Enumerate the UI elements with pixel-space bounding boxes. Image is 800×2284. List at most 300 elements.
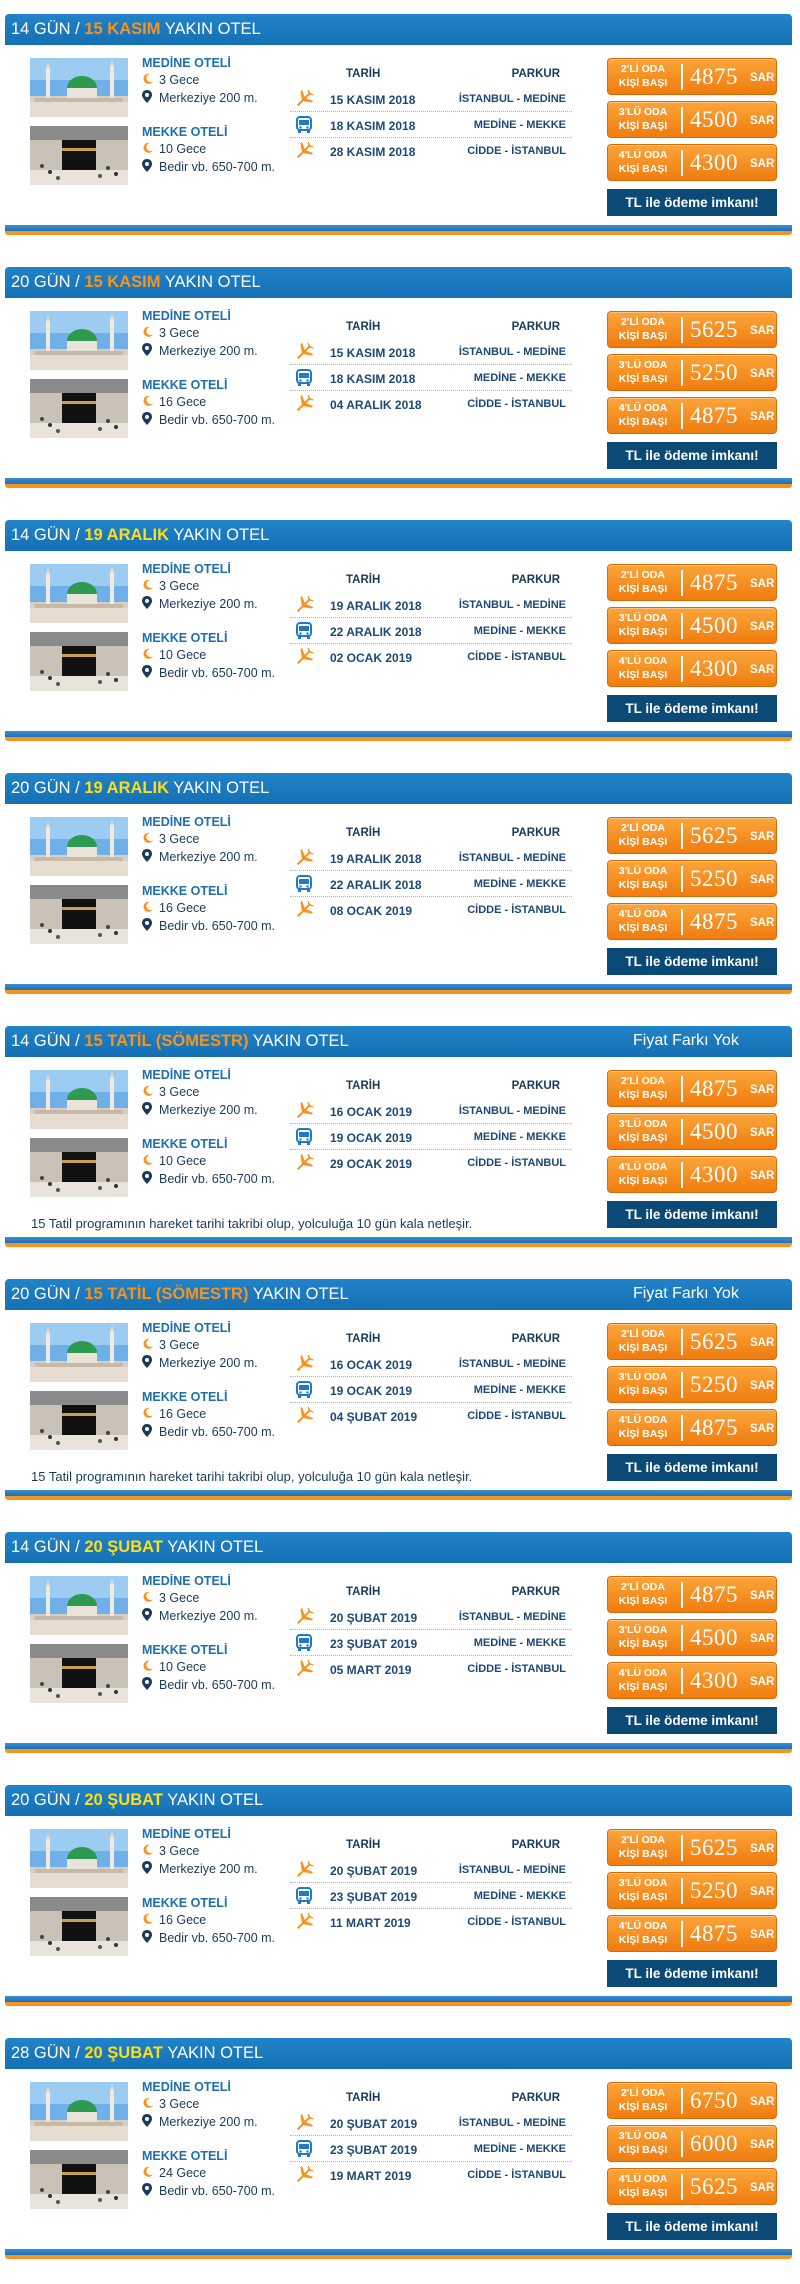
room-type-label xyxy=(612,1074,674,1102)
per-person-label: KİŞİ BAŞI xyxy=(618,1934,668,1946)
per-person-label: KİŞİ BAŞI xyxy=(618,330,668,342)
mekke-distance: Bedir vb. 650-700 m. xyxy=(159,1678,276,1692)
moon-icon xyxy=(142,1338,156,1353)
tl-payment-button[interactable]: TL ile ödeme imkanı! xyxy=(607,1960,777,1987)
price-difference-note: Fiyat Farkı Yok xyxy=(633,1032,739,1049)
mekke-nights: 16 Gece xyxy=(159,1913,207,1927)
package-header xyxy=(5,14,792,45)
price-divider xyxy=(681,360,683,386)
route-name: MEDİNE - MEKKE xyxy=(473,1131,566,1143)
room-type: 4'LÜ ODA xyxy=(618,149,668,161)
route-name: MEDİNE - MEKKE xyxy=(473,1890,566,1902)
price-list xyxy=(607,311,777,440)
moon-icon xyxy=(142,1660,156,1675)
mekke-nights: 10 Gece xyxy=(159,142,207,156)
medine-hotel-name: MEDİNE OTELİ xyxy=(142,815,231,829)
price-divider xyxy=(681,2088,683,2114)
package-card xyxy=(0,1522,800,1775)
mekke-hotel-name: MEKKE OTELİ xyxy=(142,1896,228,1910)
price-currency: SAR xyxy=(750,1633,775,1645)
route-date: 19 OCAK 2019 xyxy=(330,1384,413,1398)
medine-hotel-image xyxy=(30,58,128,117)
route-row xyxy=(290,1909,572,1935)
price-currency: SAR xyxy=(750,1337,775,1349)
room-type: 2'Lİ ODA xyxy=(621,1075,665,1087)
route-date: 29 OCAK 2019 xyxy=(330,1157,413,1171)
price-list xyxy=(607,1829,777,1958)
route-row xyxy=(290,1883,572,1909)
price-currency: SAR xyxy=(750,1380,775,1392)
room-type: 4'LÜ ODA xyxy=(618,1414,668,1426)
route-name: CİDDE - İSTANBUL xyxy=(467,1157,566,1169)
package-bottom-bar xyxy=(5,1996,792,2006)
price-currency: SAR xyxy=(750,411,775,423)
room-type-label xyxy=(612,1370,674,1398)
route-name: CİDDE - İSTANBUL xyxy=(467,145,566,157)
route-name: MEDİNE - MEKKE xyxy=(473,878,566,890)
room-type: 2'Lİ ODA xyxy=(621,822,665,834)
bus-icon xyxy=(294,1634,314,1652)
price-divider xyxy=(681,150,683,176)
tl-payment-button[interactable]: TL ile ödeme imkanı! xyxy=(607,1454,777,1481)
mekke-hotel-info xyxy=(142,125,275,176)
per-person-label: KİŞİ BAŞI xyxy=(618,1848,668,1860)
package-date-highlight: 20 ŞUBAT xyxy=(84,1791,163,1809)
room-type: 3'LÜ ODA xyxy=(618,1877,668,1889)
route-name: İSTANBUL - MEDİNE xyxy=(458,1358,566,1370)
package-duration: 14 GÜN / xyxy=(11,526,85,544)
price-double-room xyxy=(607,1070,777,1107)
package-card xyxy=(0,510,800,763)
per-person-label: KİŞİ BAŞI xyxy=(618,416,668,428)
mekke-nights: 24 Gece xyxy=(159,2166,207,2180)
price-currency: SAR xyxy=(750,1423,775,1435)
program-footnote: 15 Tatil programının hareket tarihi takribi olup, yolculuğa 10 gün kala netleşir. xyxy=(31,1469,473,1484)
price-currency: SAR xyxy=(750,325,775,337)
price-divider xyxy=(681,1162,683,1188)
package-title xyxy=(11,1285,349,1304)
room-type-label xyxy=(612,568,674,596)
map-pin-icon xyxy=(142,1171,156,1187)
plane-icon xyxy=(294,343,314,361)
bus-icon xyxy=(294,622,314,640)
route-date: 19 OCAK 2019 xyxy=(330,1131,413,1145)
route-name: CİDDE - İSTANBUL xyxy=(467,2169,566,2181)
mekke-hotel-name: MEKKE OTELİ xyxy=(142,631,228,645)
package-bottom-bar xyxy=(5,1743,792,1753)
map-pin-icon xyxy=(142,90,156,106)
medine-hotel-name: MEDİNE OTELİ xyxy=(142,309,231,323)
package-header xyxy=(5,1279,792,1310)
per-person-label: KİŞİ BAŞI xyxy=(618,163,668,175)
route-table-header xyxy=(290,1837,572,1857)
price-currency: SAR xyxy=(750,1843,775,1855)
route-date: 18 KASIM 2018 xyxy=(330,119,416,133)
map-pin-icon xyxy=(142,2183,156,2199)
tl-payment-button[interactable]: TL ile ödeme imkanı! xyxy=(607,189,777,216)
moon-icon xyxy=(142,2166,156,2181)
price-value: 5625 xyxy=(690,317,738,342)
medine-hotel-info xyxy=(142,2080,258,2131)
route-date: 19 MART 2019 xyxy=(330,2169,412,2183)
package-bottom-bar xyxy=(5,731,792,741)
price-divider xyxy=(681,1668,683,1694)
price-currency: SAR xyxy=(750,1127,775,1139)
moon-icon xyxy=(142,395,156,410)
price-list xyxy=(607,2082,777,2211)
room-type: 3'LÜ ODA xyxy=(618,359,668,371)
price-value: 4875 xyxy=(690,64,738,89)
medine-distance: Merkeziye 200 m. xyxy=(159,1103,258,1117)
package-date-highlight: 19 ARALIK xyxy=(84,526,170,544)
price-currency: SAR xyxy=(750,917,775,929)
tl-payment-button[interactable]: TL ile ödeme imkanı! xyxy=(607,1707,777,1734)
package-header xyxy=(5,520,792,551)
price-double-room xyxy=(607,58,777,95)
room-type: 4'LÜ ODA xyxy=(618,2173,668,2185)
mekke-hotel-info xyxy=(142,631,275,682)
route-table xyxy=(290,1837,572,1935)
mekke-distance: Bedir vb. 650-700 m. xyxy=(159,919,276,933)
date-column-header: TARİH xyxy=(346,1333,381,1345)
mekke-hotel-image xyxy=(30,1644,128,1703)
price-double-room xyxy=(607,1829,777,1866)
package-header xyxy=(5,1532,792,1563)
price-value: 4300 xyxy=(690,150,738,175)
mekke-hotel-image xyxy=(30,1391,128,1450)
package-title-suffix: YAKIN OTEL xyxy=(162,1791,264,1809)
medine-hotel-info xyxy=(142,309,258,360)
price-triple-room xyxy=(607,607,777,644)
route-date: 23 ŞUBAT 2019 xyxy=(330,2143,418,2157)
route-column-header: PARKUR xyxy=(511,1586,560,1598)
package-title-suffix: YAKIN OTEL xyxy=(162,2044,264,2062)
route-name: CİDDE - İSTANBUL xyxy=(467,398,566,410)
package-duration: 20 GÜN / xyxy=(11,1285,85,1303)
bus-icon xyxy=(294,1381,314,1399)
price-triple-room xyxy=(607,1872,777,1909)
per-person-label: KİŞİ BAŞI xyxy=(618,626,668,638)
room-type: 2'Lİ ODA xyxy=(621,1834,665,1846)
plane-icon xyxy=(294,1154,314,1172)
date-column-header: TARİH xyxy=(346,2092,381,2104)
moon-icon xyxy=(142,832,156,847)
mekke-hotel-info xyxy=(142,1896,275,1947)
per-person-label: KİŞİ BAŞI xyxy=(618,1342,668,1354)
route-table xyxy=(290,66,572,164)
map-pin-icon xyxy=(142,1608,156,1624)
package-header xyxy=(5,1785,792,1816)
tl-payment-button[interactable]: TL ile ödeme imkanı! xyxy=(607,695,777,722)
package-card xyxy=(0,1269,800,1522)
per-person-label: KİŞİ BAŞI xyxy=(618,1428,668,1440)
price-double-room xyxy=(607,1323,777,1360)
route-table-header xyxy=(290,1584,572,1604)
route-row xyxy=(290,1351,572,1377)
moon-icon xyxy=(142,648,156,663)
price-divider xyxy=(681,1878,683,1904)
room-type: 4'LÜ ODA xyxy=(618,1920,668,1932)
price-value: 4300 xyxy=(690,1162,738,1187)
room-type: 3'LÜ ODA xyxy=(618,106,668,118)
price-divider xyxy=(681,1582,683,1608)
route-row xyxy=(290,1403,572,1429)
room-type: 4'LÜ ODA xyxy=(618,402,668,414)
price-divider xyxy=(681,1625,683,1651)
price-triple-room xyxy=(607,1619,777,1656)
route-row xyxy=(290,845,572,871)
package-duration: 14 GÜN / xyxy=(11,1538,85,1556)
route-table xyxy=(290,1078,572,1176)
room-type-label xyxy=(612,358,674,386)
route-table xyxy=(290,572,572,670)
map-pin-icon xyxy=(142,596,156,612)
price-value: 4875 xyxy=(690,1582,738,1607)
package-card xyxy=(0,763,800,1016)
route-table-header xyxy=(290,825,572,845)
price-triple-room xyxy=(607,1366,777,1403)
price-quad-room xyxy=(607,1409,777,1446)
price-value: 5625 xyxy=(690,2174,738,2199)
route-name: İSTANBUL - MEDİNE xyxy=(458,1105,566,1117)
room-type-label xyxy=(612,401,674,429)
package-bottom-bar xyxy=(5,1490,792,1500)
price-quad-room xyxy=(607,1156,777,1193)
plane-icon xyxy=(294,1608,314,1626)
route-row xyxy=(290,2136,572,2162)
mekke-hotel-info xyxy=(142,884,275,935)
moon-icon xyxy=(142,2097,156,2112)
medine-hotel-image xyxy=(30,817,128,876)
mekke-hotel-image xyxy=(30,1138,128,1197)
medine-hotel-image xyxy=(30,1323,128,1382)
room-type: 4'LÜ ODA xyxy=(618,1667,668,1679)
price-divider xyxy=(681,403,683,429)
bus-icon xyxy=(294,875,314,893)
route-name: CİDDE - İSTANBUL xyxy=(467,1916,566,1928)
mekke-nights: 10 Gece xyxy=(159,1154,207,1168)
package-duration: 20 GÜN / xyxy=(11,273,85,291)
plane-icon xyxy=(294,849,314,867)
route-date: 23 ŞUBAT 2019 xyxy=(330,1890,418,1904)
price-divider xyxy=(681,1076,683,1102)
route-date: 04 ŞUBAT 2019 xyxy=(330,1410,418,1424)
moon-icon xyxy=(142,901,156,916)
per-person-label: KİŞİ BAŞI xyxy=(618,1132,668,1144)
medine-hotel-name: MEDİNE OTELİ xyxy=(142,1321,231,1335)
room-type-label xyxy=(612,2172,674,2200)
plane-icon xyxy=(294,395,314,413)
price-value: 5625 xyxy=(690,1329,738,1354)
route-table-header xyxy=(290,319,572,339)
date-column-header: TARİH xyxy=(346,574,381,586)
tl-payment-button[interactable]: TL ile ödeme imkanı! xyxy=(607,442,777,469)
price-value: 4875 xyxy=(690,1921,738,1946)
price-double-room xyxy=(607,1576,777,1613)
room-type: 4'LÜ ODA xyxy=(618,1161,668,1173)
moon-icon xyxy=(142,1407,156,1422)
room-type: 2'Lİ ODA xyxy=(621,316,665,328)
route-column-header: PARKUR xyxy=(511,68,560,80)
price-difference-note: Fiyat Farkı Yok xyxy=(633,1285,739,1302)
price-double-room xyxy=(607,311,777,348)
mekke-hotel-image xyxy=(30,126,128,185)
package-duration: 14 GÜN / xyxy=(11,20,85,38)
price-value: 5625 xyxy=(690,1835,738,1860)
map-pin-icon xyxy=(142,412,156,428)
per-person-label: KİŞİ BAŞI xyxy=(618,669,668,681)
route-table xyxy=(290,2090,572,2188)
price-quad-room xyxy=(607,397,777,434)
map-pin-icon xyxy=(142,1355,156,1371)
route-row xyxy=(290,2110,572,2136)
medine-distance: Merkeziye 200 m. xyxy=(159,91,258,105)
plane-icon xyxy=(294,901,314,919)
package-title xyxy=(11,2044,263,2063)
medine-hotel-name: MEDİNE OTELİ xyxy=(142,2080,231,2094)
price-currency: SAR xyxy=(750,2139,775,2151)
mekke-hotel-name: MEKKE OTELİ xyxy=(142,125,228,139)
medine-hotel-image xyxy=(30,1070,128,1129)
price-currency: SAR xyxy=(750,1590,775,1602)
per-person-label: KİŞİ BAŞI xyxy=(618,2144,668,2156)
room-type: 2'Lİ ODA xyxy=(621,63,665,75)
route-name: İSTANBUL - MEDİNE xyxy=(458,852,566,864)
moon-icon xyxy=(142,326,156,341)
tl-payment-button[interactable]: TL ile ödeme imkanı! xyxy=(607,2213,777,2240)
per-person-label: KİŞİ BAŞI xyxy=(618,1175,668,1187)
package-title-suffix: YAKIN OTEL xyxy=(169,779,270,797)
route-name: İSTANBUL - MEDİNE xyxy=(458,93,566,105)
price-double-room xyxy=(607,2082,777,2119)
route-table-header xyxy=(290,572,572,592)
map-pin-icon xyxy=(142,1861,156,1877)
route-row xyxy=(290,897,572,923)
route-name: İSTANBUL - MEDİNE xyxy=(458,599,566,611)
route-name: MEDİNE - MEKKE xyxy=(473,1637,566,1649)
date-column-header: TARİH xyxy=(346,1839,381,1851)
tl-payment-button[interactable]: TL ile ödeme imkanı! xyxy=(607,1201,777,1228)
medine-distance: Merkeziye 200 m. xyxy=(159,2115,258,2129)
route-date: 18 KASIM 2018 xyxy=(330,372,416,386)
price-value: 4875 xyxy=(690,1415,738,1440)
price-divider xyxy=(681,1372,683,1398)
price-triple-room xyxy=(607,1113,777,1150)
price-currency: SAR xyxy=(750,621,775,633)
date-column-header: TARİH xyxy=(346,1586,381,1598)
route-date: 08 OCAK 2019 xyxy=(330,904,413,918)
room-type-label xyxy=(612,864,674,892)
route-table xyxy=(290,319,572,417)
plane-icon xyxy=(294,142,314,160)
room-type-label xyxy=(612,148,674,176)
mekke-distance: Bedir vb. 650-700 m. xyxy=(159,1172,276,1186)
package-title-suffix: YAKIN OTEL xyxy=(162,1538,264,1556)
mekke-hotel-info xyxy=(142,1137,275,1188)
medine-nights: 3 Gece xyxy=(159,1844,200,1858)
package-bottom-bar xyxy=(5,2249,792,2259)
map-pin-icon xyxy=(142,2114,156,2130)
mekke-distance: Bedir vb. 650-700 m. xyxy=(159,1931,276,1945)
package-title xyxy=(11,273,261,292)
room-type: 2'Lİ ODA xyxy=(621,1581,665,1593)
medine-hotel-image xyxy=(30,1576,128,1635)
route-row xyxy=(290,1124,572,1150)
medine-hotel-image xyxy=(30,311,128,370)
price-value: 4875 xyxy=(690,403,738,428)
map-pin-icon xyxy=(142,1102,156,1118)
room-type-label xyxy=(612,1623,674,1651)
room-type: 2'Lİ ODA xyxy=(621,569,665,581)
map-pin-icon xyxy=(142,159,156,175)
mekke-hotel-name: MEKKE OTELİ xyxy=(142,1137,228,1151)
route-row xyxy=(290,112,572,138)
price-divider xyxy=(681,613,683,639)
package-title-suffix: YAKIN OTEL xyxy=(169,526,270,544)
package-card xyxy=(0,257,800,510)
room-type-label xyxy=(612,611,674,639)
price-divider xyxy=(681,1921,683,1947)
route-table xyxy=(290,825,572,923)
per-person-label: KİŞİ BAŞI xyxy=(618,583,668,595)
route-date: 20 ŞUBAT 2019 xyxy=(330,2117,418,2131)
route-date: 15 KASIM 2018 xyxy=(330,93,416,107)
route-date: 11 MART 2019 xyxy=(330,1916,411,1930)
package-card xyxy=(0,4,800,257)
route-table xyxy=(290,1331,572,1429)
route-row xyxy=(290,1377,572,1403)
room-type: 4'LÜ ODA xyxy=(618,655,668,667)
per-person-label: KİŞİ BAŞI xyxy=(618,1891,668,1903)
medine-nights: 3 Gece xyxy=(159,1591,200,1605)
route-name: MEDİNE - MEKKE xyxy=(473,625,566,637)
room-type-label xyxy=(612,1580,674,1608)
package-title xyxy=(11,526,269,545)
medine-hotel-name: MEDİNE OTELİ xyxy=(142,1068,231,1082)
mekke-distance: Bedir vb. 650-700 m. xyxy=(159,666,276,680)
room-type: 3'LÜ ODA xyxy=(618,612,668,624)
medine-nights: 3 Gece xyxy=(159,2097,200,2111)
price-value: 5250 xyxy=(690,360,738,385)
mekke-hotel-name: MEKKE OTELİ xyxy=(142,2149,228,2163)
per-person-label: KİŞİ BAŞI xyxy=(618,1681,668,1693)
mekke-hotel-image xyxy=(30,379,128,438)
room-type-label xyxy=(612,1327,674,1355)
route-table xyxy=(290,1584,572,1682)
package-duration: 14 GÜN / xyxy=(11,1032,85,1050)
room-type-label xyxy=(612,1876,674,1904)
mekke-nights: 16 Gece xyxy=(159,1407,207,1421)
mekke-distance: Bedir vb. 650-700 m. xyxy=(159,2184,276,2198)
mekke-hotel-name: MEKKE OTELİ xyxy=(142,1643,228,1657)
package-date-highlight: 15 TATİL (SÖMESTR) xyxy=(84,1032,249,1050)
package-title xyxy=(11,1032,349,1051)
bus-icon xyxy=(294,1887,314,1905)
medine-nights: 3 Gece xyxy=(159,579,200,593)
package-date-highlight: 15 KASIM xyxy=(84,20,161,38)
mekke-hotel-info xyxy=(142,1643,275,1694)
date-column-header: TARİH xyxy=(346,68,381,80)
room-type-label xyxy=(612,907,674,935)
bus-icon xyxy=(294,369,314,387)
medine-hotel-name: MEDİNE OTELİ xyxy=(142,1574,231,1588)
mekke-hotel-info xyxy=(142,378,275,429)
price-value: 4500 xyxy=(690,613,738,638)
tl-payment-button[interactable]: TL ile ödeme imkanı! xyxy=(607,948,777,975)
room-type-label xyxy=(612,2086,674,2114)
medine-nights: 3 Gece xyxy=(159,73,200,87)
price-list xyxy=(607,817,777,946)
